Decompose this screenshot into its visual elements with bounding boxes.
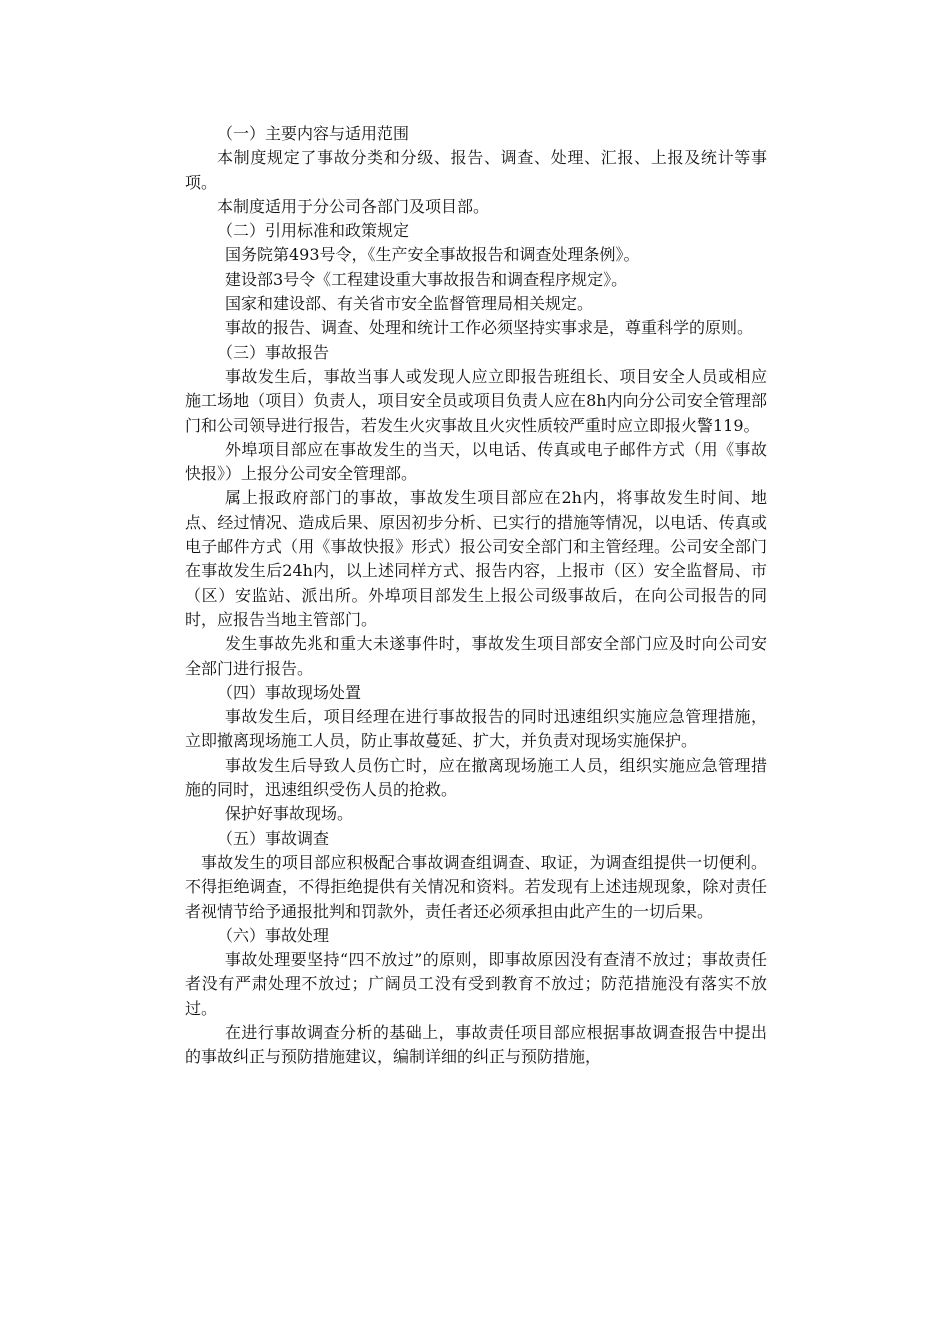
document-page [185,122,767,1070]
paragraph: 事故发生后，事故当事人或发现人应立即报告班组长、项目安全人员或相应施工场地（项目）负责人，项目安全员或项目负责人应在8h内向分公司安全管理部门和公司领导进行报告，若发生火灾事故且火灾性质较严重时应立即报火警119。 [185,366,767,435]
section-heading-5: （五）事故调查 [217,828,330,848]
section-heading-4: （四）事故现场处置 [217,682,362,702]
paragraph: 保护好事故现场。 [225,804,354,824]
paragraph: 事故的报告、调查、处理和统计工作必须坚持实事求是，尊重科学的原则。 [225,318,754,338]
paragraph: 发生事故先兆和重大未遂事件时，事故发生项目部安全部门应及时向公司安全部门进行报告。 [185,634,767,678]
paragraph: 事故处理要坚持“四不放过”的原则，即事故原因没有查清不放过；事故责任者没有严肃处理不放过；广阔员工没有受到教育不放过；防范措施没有落实不放过。 [185,950,767,1018]
paragraph: 国家和建设部、有关省市安全监督管理局相关规定。 [225,294,594,314]
section-heading-2: （二）引用标准和政策规定 [217,221,410,241]
paragraph: 事故发生后导致人员伤亡时，应在撤离现场施工人员，组织实施应急管理措施的同时，迅速组织受伤人员的抢救。 [185,755,767,800]
paragraph: 在进行事故调查分析的基础上，事故责任项目部应根据事故调查报告中提出的事故纠正与预防措施建议，编制详细的纠正与预防措施， [185,1022,767,1067]
section-heading-6: （六）事故处理 [217,925,330,945]
section-heading-1: （一）主要内容与适用范围 [217,124,410,143]
paragraph: 建设部3号令《工程建设重大事故报告和调查程序规定》。 [225,269,628,289]
paragraph: 国务院第493号令，《生产安全事故报告和调查处理条例》。 [225,245,640,265]
paragraph: 属上报政府部门的事故，事故发生项目部应在2h内，将事故发生时间、地点、经过情况、造成后果、原因初步分析、已实行的措施等情况，以电话、传真或电子邮件方式（用《事故快报》形式）报公司安全部门和主管经理。公司安全部门在事故发生后24h内，以上述同样方式、报告内容，上报市（区）安全监督局、市（区）安监站、派出所。外埠项目部发生上报公司级事故后，在向公司报告的同时，应报告当地主管部门。 [185,488,767,629]
section-heading-3: （三）事故报告 [217,342,330,362]
paragraph: 外埠项目部应在事故发生的当天，以电话、传真或电子邮件方式（用《事故快报》）上报分公司安全管理部。 [185,439,767,484]
paragraph: 事故发生的项目部应积极配合事故调查组调查、取证，为调查组提供一切便利。不得拒绝调查，不得拒绝提供有关情况和资料。若发现有上述违规现象，除对责任者视情节给予通报批判和罚款外，责任者还必须承担由此产生的一切后果。 [185,852,767,921]
paragraph: 事故发生后，项目经理在进行事故报告的同时迅速组织实施应急管理措施，立即撤离现场施工人员，防止事故蔓延、扩大，并负责对现场实施保护。 [185,707,767,751]
paragraph: 本制度规定了事故分类和分级、报告、调查、处理、汇报、上报及统计等事项。 [185,148,767,192]
paragraph: 本制度适用于分公司各部门及项目部。 [217,196,490,216]
